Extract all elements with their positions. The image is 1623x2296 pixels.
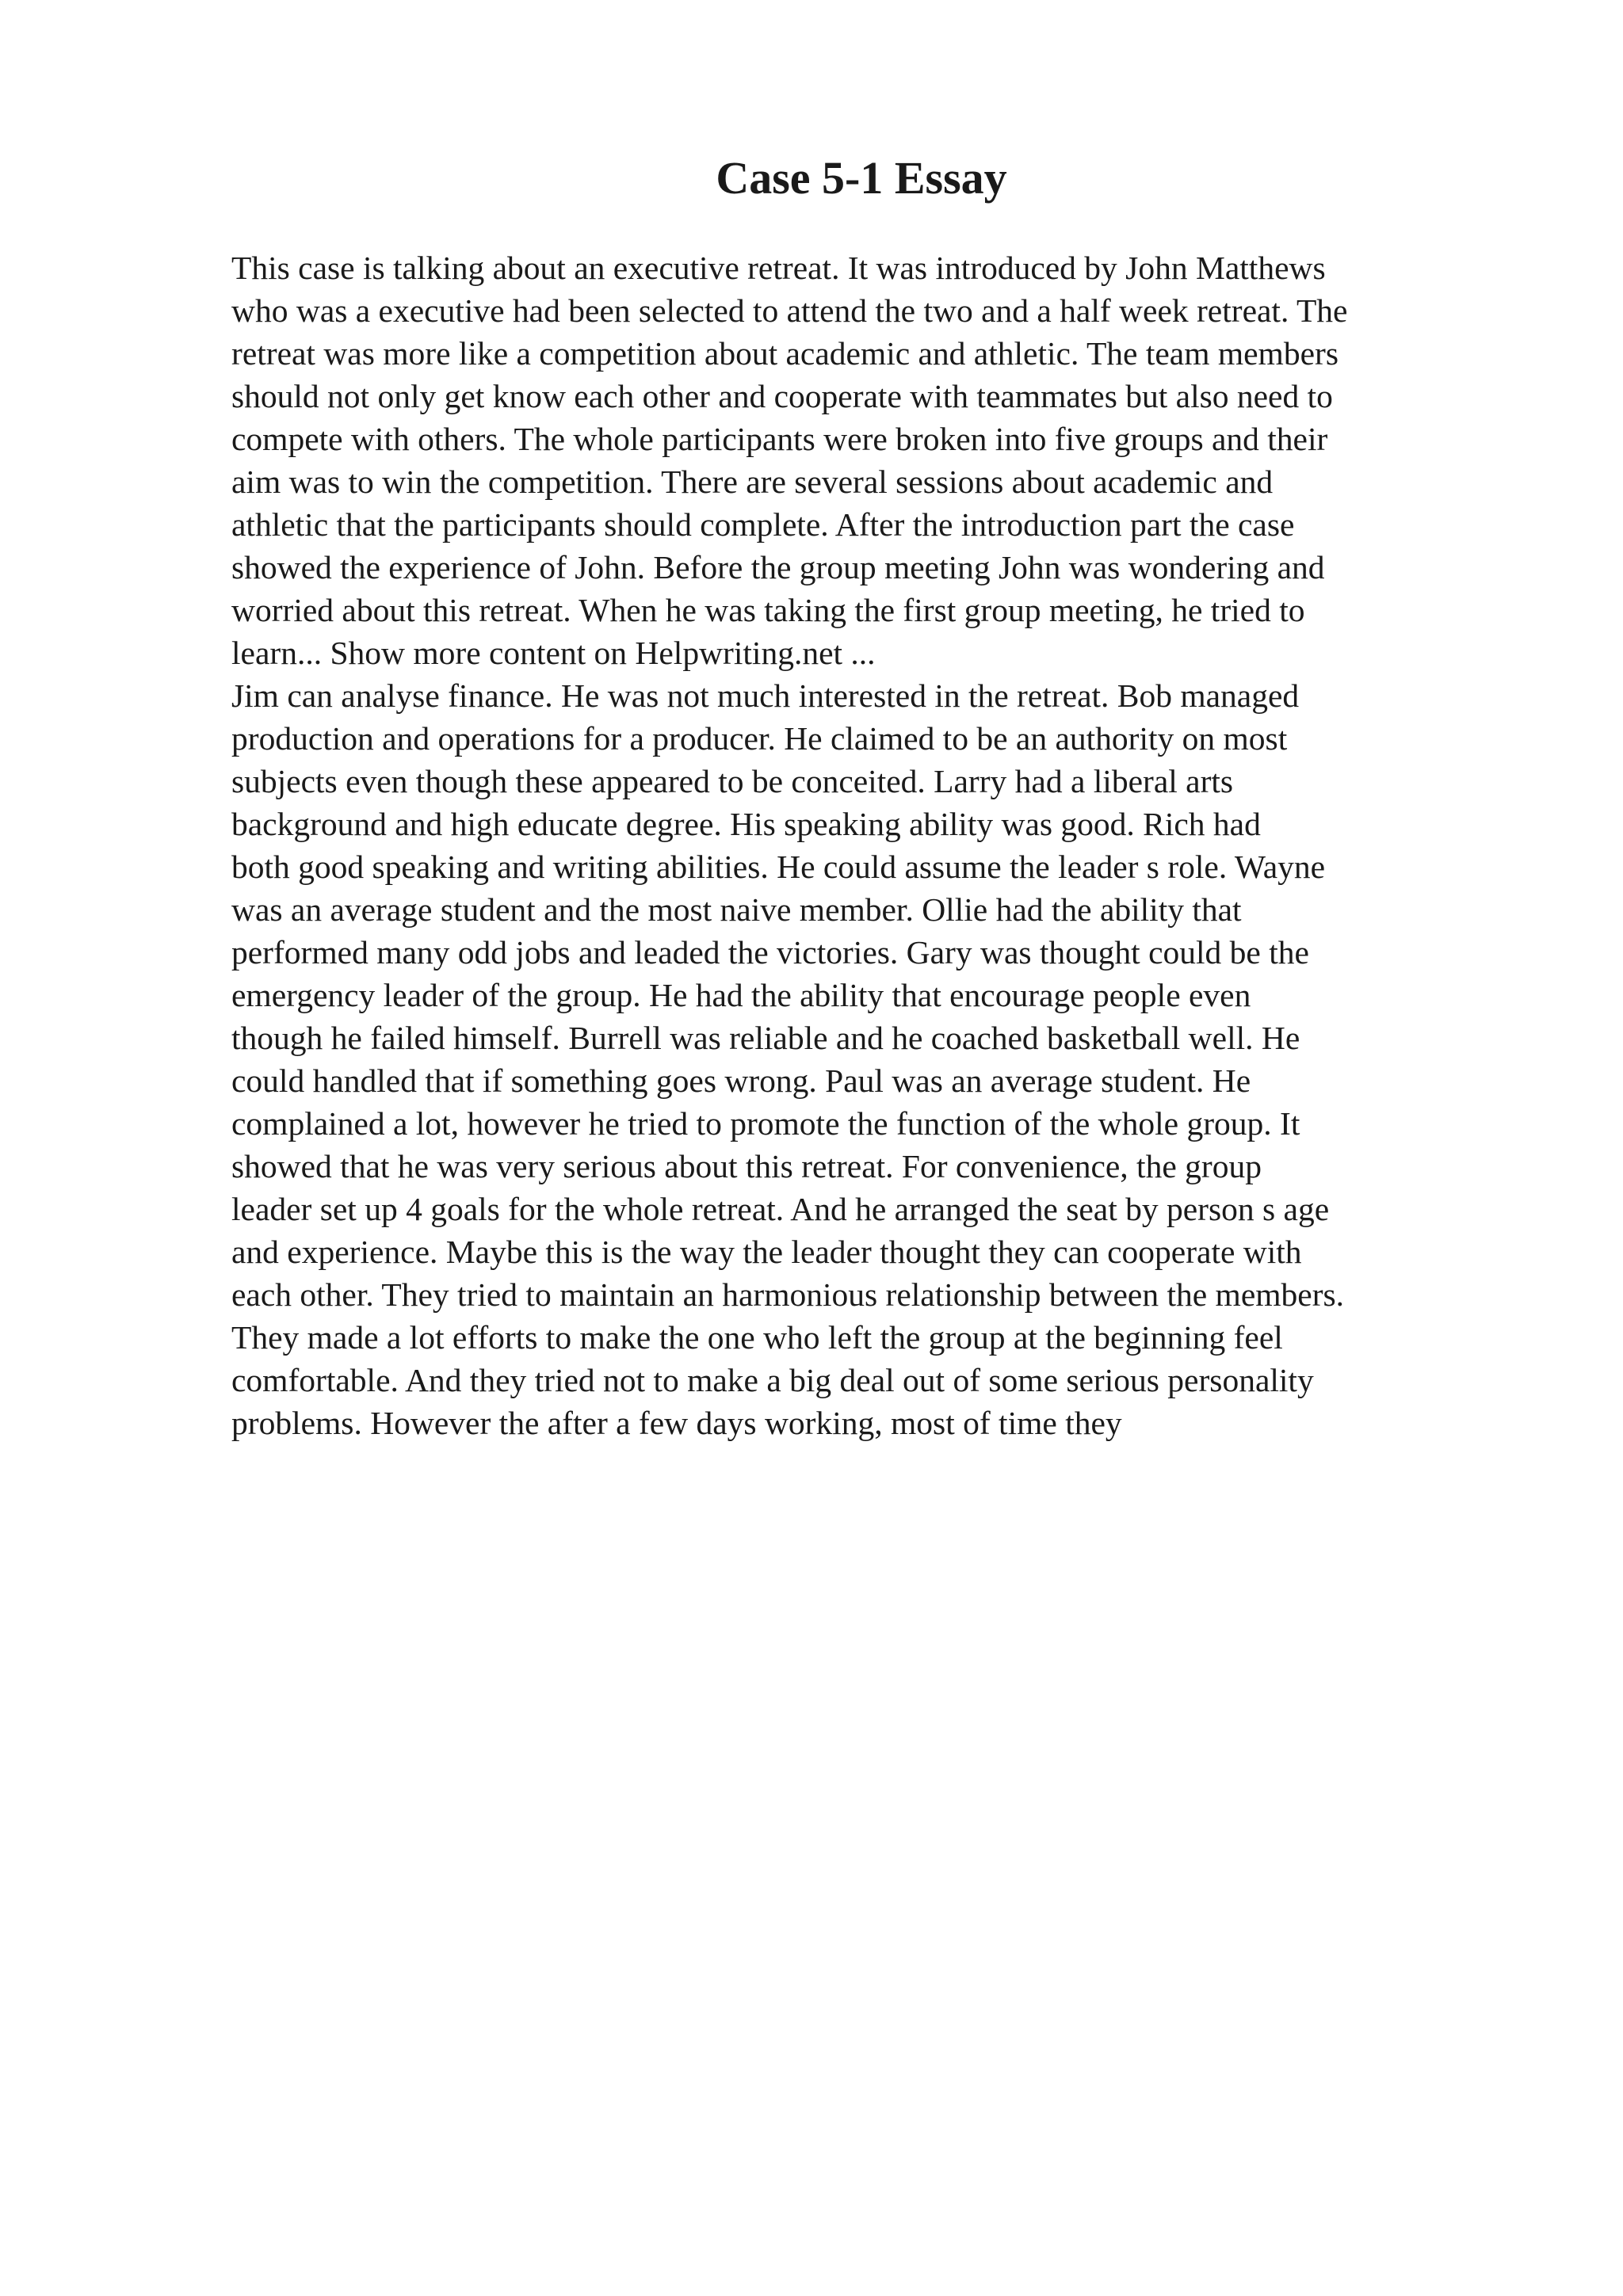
text-line: could handled that if something goes wrong. Paul was an average student. He: [231, 1062, 1251, 1099]
text-line: showed that he was very serious about this retreat. For convenience, the group: [231, 1148, 1262, 1184]
text-line: retreat was more like a competition about academic and athletic. The team members: [231, 335, 1338, 372]
text-line: Jim can analyse finance. He was not much interested in the retreat. Bob managed: [231, 677, 1300, 714]
text-line: athletic that the participants should complete. After the introduction part the case: [231, 506, 1295, 543]
text-line: worried about this retreat. When he was taking the first group meeting, he tried to: [231, 592, 1305, 628]
text-line: leader set up 4 goals for the whole retreat. And he arranged the seat by person s age: [231, 1191, 1330, 1227]
text-line: and experience. Maybe this is the way the leader thought they can cooperate with: [231, 1234, 1302, 1270]
text-line: each other. They tried to maintain an harmonious relationship between the members.: [231, 1276, 1345, 1313]
text-line: showed the experience of John. Before the group meeting John was wondering and: [231, 549, 1325, 585]
text-line: who was a executive had been selected to attend the two and a half week retreat. The: [231, 292, 1348, 329]
text-line: both good speaking and writing abilities. He could assume the leader s role. Wayne: [231, 849, 1326, 885]
text-line: subjects even though these appeared to be conceited. Larry had a liberal arts: [231, 763, 1234, 799]
text-line: This case is talking about an executive retreat. It was introduced by John Matthews: [231, 250, 1326, 286]
text-line: emergency leader of the group. He had the ability that encourage people even: [231, 977, 1251, 1013]
text-line: problems. However the after a few days working, most of time they: [231, 1405, 1122, 1441]
text-line: compete with others. The whole participants were broken into five groups and their: [231, 421, 1328, 457]
text-line: learn... Show more content on Helpwriting.net ...: [231, 635, 876, 671]
text-line: comfortable. And they tried not to make a big deal out of some serious personality: [231, 1362, 1314, 1398]
text-line: complained a lot, however he tried to promote the function of the whole group. It: [231, 1105, 1300, 1142]
document-title: Case 5-1 Essay: [716, 152, 1007, 204]
text-line: background and high educate degree. His speaking ability was good. Rich had: [231, 806, 1261, 842]
text-line: They made a lot efforts to make the one who left the group at the beginning feel: [231, 1319, 1283, 1356]
text-line: was an average student and the most naive member. Ollie had the ability that: [231, 891, 1242, 928]
text-line: should not only get know each other and cooperate with teammates but also need to: [231, 378, 1333, 414]
text-line: production and operations for a producer. He claimed to be an authority on most: [231, 720, 1288, 757]
text-line: though he failed himself. Burrell was reliable and he coached basketball well. He: [231, 1020, 1300, 1056]
text-line: performed many odd jobs and leaded the victories. Gary was thought could be the: [231, 934, 1309, 971]
text-line: aim was to win the competition. There are several sessions about academic and: [231, 463, 1274, 500]
essay-body: [231, 246, 1531, 1444]
